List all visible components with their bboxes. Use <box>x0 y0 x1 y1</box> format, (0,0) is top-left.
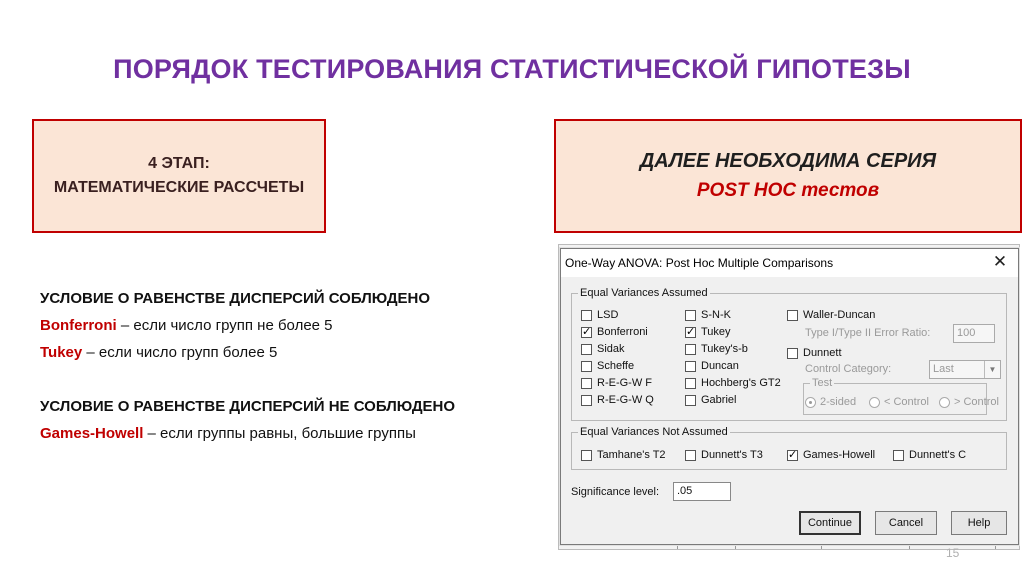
dunnett-checkbox[interactable] <box>787 346 842 360</box>
checkbox-label: Dunnett's C <box>909 449 967 461</box>
radio-label: 2-sided <box>820 396 857 408</box>
regwq-checkbox[interactable] <box>581 393 654 407</box>
tukeys-b-checkbox[interactable] <box>685 342 748 356</box>
waller-duncan-checkbox[interactable] <box>787 308 875 322</box>
post-hoc-dialog <box>560 248 1019 545</box>
checkbox-box[interactable] <box>685 327 696 338</box>
tukey-checkbox[interactable] <box>685 325 731 339</box>
radio-circle[interactable] <box>939 397 950 408</box>
checkbox-box[interactable] <box>787 348 798 359</box>
dialog-title: One-Way ANOVA: Post Hoc Multiple Comparisons <box>565 256 834 270</box>
help-button[interactable]: Help <box>951 511 1007 535</box>
bonferroni-line <box>40 315 455 342</box>
checkbox-box[interactable] <box>581 344 592 355</box>
checkbox-box[interactable] <box>787 310 798 321</box>
less-control-radio[interactable] <box>869 395 929 409</box>
post-hoc-subheading: POST HOC тестов <box>696 180 880 201</box>
hochberg-checkbox[interactable] <box>685 376 781 390</box>
checkbox-label: Games-Howell <box>803 449 876 461</box>
page-number: 15 <box>946 546 960 560</box>
checkbox-label: Tamhane's T2 <box>597 449 666 461</box>
checkbox-label: Hochberg's GT2 <box>701 377 781 389</box>
regwf-checkbox[interactable] <box>581 376 652 390</box>
condition-unequal-heading: УСЛОВИЕ О РАВЕНСТВЕ ДИСПЕРСИЙ НЕ СОБЛЮДЕНО <box>40 398 456 415</box>
radio-label: < Control <box>884 396 929 408</box>
control-category-value: Last <box>933 363 954 375</box>
tukey-name: Tukey <box>40 344 83 361</box>
checkbox-box[interactable] <box>685 378 696 389</box>
games-howell-name: Games-Howell <box>40 425 144 442</box>
greater-control-radio[interactable] <box>939 395 999 409</box>
checkbox-label: Dunnett's T3 <box>701 449 763 461</box>
radio-label: > Control <box>954 396 999 408</box>
checkbox-label: Bonferroni <box>597 326 648 338</box>
stage-description: МАТЕМАТИЧЕСКИЕ РАССЧЕТЫ <box>53 179 305 196</box>
snk-checkbox[interactable] <box>685 308 731 322</box>
radio-circle[interactable] <box>869 397 880 408</box>
lsd-checkbox[interactable] <box>581 308 618 322</box>
radio-circle[interactable] <box>805 397 816 408</box>
checkbox-box[interactable] <box>581 310 592 321</box>
condition-equal-heading: УСЛОВИЕ О РАВЕНСТВЕ ДИСПЕРСИЙ СОБЛЮДЕНО <box>40 290 431 307</box>
significance-input[interactable]: .05 <box>673 482 731 501</box>
checkbox-box[interactable] <box>685 310 696 321</box>
checkbox-label: Gabriel <box>701 394 737 406</box>
bonferroni-name: Bonferroni <box>40 317 117 334</box>
bonferroni-checkbox[interactable] <box>581 325 648 339</box>
checkbox-label: Waller-Duncan <box>803 309 876 321</box>
tamhane-checkbox[interactable] <box>581 448 666 462</box>
stage-label: 4 ЭТАП: <box>148 155 210 172</box>
games-howell-checkbox[interactable] <box>787 448 875 462</box>
checkbox-box[interactable] <box>685 450 696 461</box>
stage-box <box>32 119 326 233</box>
equal-variances-assumed-legend: Equal Variances Assumed <box>580 287 708 299</box>
checkbox-box[interactable] <box>787 450 798 461</box>
checkbox-label: Tukey <box>701 326 731 338</box>
games-howell-line <box>40 423 455 450</box>
error-ratio-input[interactable]: 100 <box>953 324 995 343</box>
dialog-titlebar <box>561 249 1018 277</box>
continue-button[interactable]: Continue <box>799 511 861 535</box>
checkbox-label: Sidak <box>597 343 625 355</box>
control-category-label: Control Category: <box>805 363 892 375</box>
checkbox-label: Dunnett <box>803 347 842 359</box>
checkbox-label: Tukey's-b <box>701 343 748 355</box>
checkbox-label: LSD <box>597 309 619 321</box>
post-hoc-box <box>554 119 1022 233</box>
checkbox-label: R-E-G-W Q <box>597 394 654 406</box>
checkbox-box[interactable] <box>685 344 696 355</box>
test-legend: Test <box>812 377 833 389</box>
cancel-button[interactable]: Cancel <box>875 511 937 535</box>
sidak-checkbox[interactable] <box>581 342 625 356</box>
significance-label: Significance level: <box>571 486 660 498</box>
scheffe-checkbox[interactable] <box>581 359 634 373</box>
two-sided-radio[interactable] <box>805 395 856 409</box>
dunnetts-t3-checkbox[interactable] <box>685 448 763 462</box>
control-category-select[interactable] <box>929 360 1001 379</box>
equal-variances-not-assumed-legend: Equal Variances Not Assumed <box>580 426 728 438</box>
tukey-desc: – если число групп более 5 <box>82 344 278 361</box>
checkbox-label: R-E-G-W F <box>597 377 652 389</box>
close-icon[interactable]: ✕ <box>992 252 1008 271</box>
checkbox-box[interactable] <box>581 327 592 338</box>
duncan-checkbox[interactable] <box>685 359 739 373</box>
checkbox-label: Duncan <box>701 360 739 372</box>
chevron-down-icon[interactable]: ▼ <box>984 361 1000 378</box>
gabriel-checkbox[interactable] <box>685 393 736 407</box>
checkbox-label: Scheffe <box>597 360 635 372</box>
bonferroni-desc: – если число групп не более 5 <box>116 317 333 334</box>
checkbox-box[interactable] <box>581 378 592 389</box>
checkbox-box[interactable] <box>893 450 904 461</box>
checkbox-box[interactable] <box>581 395 592 406</box>
games-howell-desc: – если группы равны, большие группы <box>143 425 416 442</box>
dunnetts-c-checkbox[interactable] <box>893 448 966 462</box>
error-ratio-label: Type I/Type II Error Ratio: <box>805 327 931 339</box>
checkbox-box[interactable] <box>581 450 592 461</box>
checkbox-box[interactable] <box>685 361 696 372</box>
checkbox-label: S-N-K <box>701 309 731 321</box>
post-hoc-heading: ДАЛЕЕ НЕОБХОДИМА СЕРИЯ <box>639 150 937 172</box>
checkbox-box[interactable] <box>581 361 592 372</box>
tukey-line <box>40 342 455 369</box>
conditions-text <box>40 288 455 450</box>
checkbox-box[interactable] <box>685 395 696 406</box>
slide-title: ПОРЯДОК ТЕСТИРОВАНИЯ СТАТИСТИЧЕСКОЙ ГИПОТЕЗЫ <box>113 54 911 84</box>
